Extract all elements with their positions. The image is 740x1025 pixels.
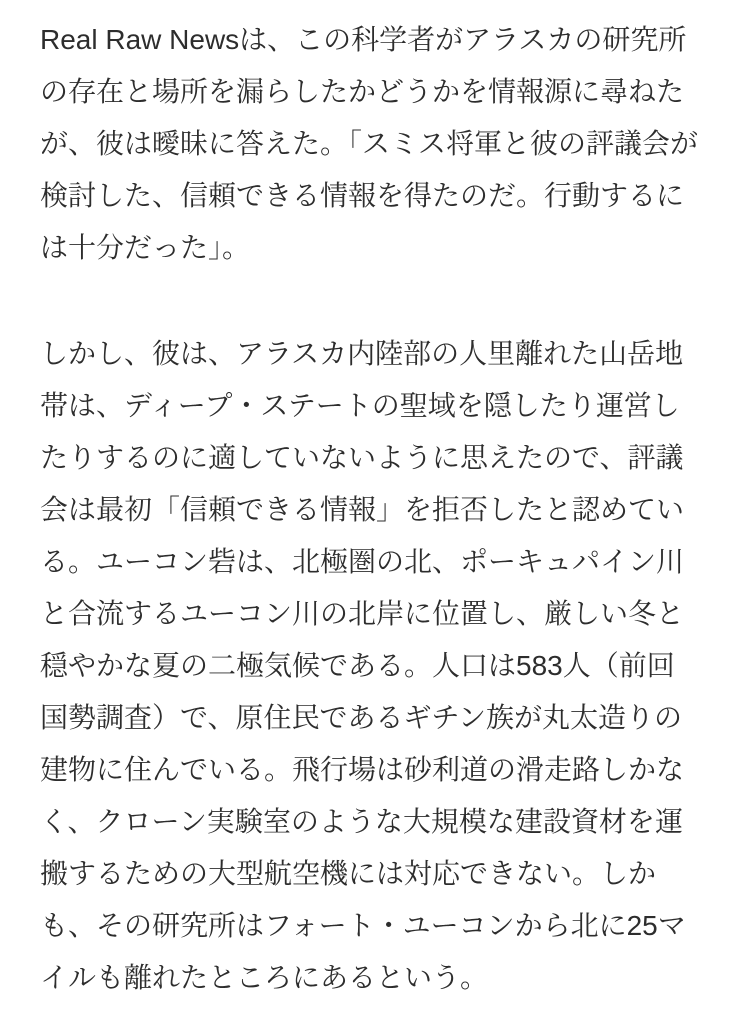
article-paragraph-1: Real Raw Newsは、この科学者がアラスカの研究所の存在と場所を漏らしたかどうかを情報源に尋ねたが、彼は曖昧に答えた。「スミス将軍と彼の評議会が検討した、信頼できる情報を得たのだ。行動するには十分だった」。 [40,24,699,263]
article-paragraph-2: しかし、彼は、アラスカ内陸部の人里離れた山岳地帯は、ディープ・ステートの聖域を隠したり運営したりするのに適していないように思えたので、評議会は最初「信頼できる情報」を拒否したと認めている。ユーコン砦は、北極圏の北、ポーキュパイン川と合流するユーコン川の北岸に位置し、厳しい冬と穏やかな夏の二極気候である。人口は583人（前回国勢調査）で、原住民であるギチン族が丸太造りの建物に住んでいる。飛行場は砂利道の滑走路しかなく、クローン実験室のような大規模な建設資材を運搬するための大型航空機には対応できない。しかも、その研究所はフォート・ユーコンから北に25マイルも離れたところにあるという。 [40,338,686,993]
